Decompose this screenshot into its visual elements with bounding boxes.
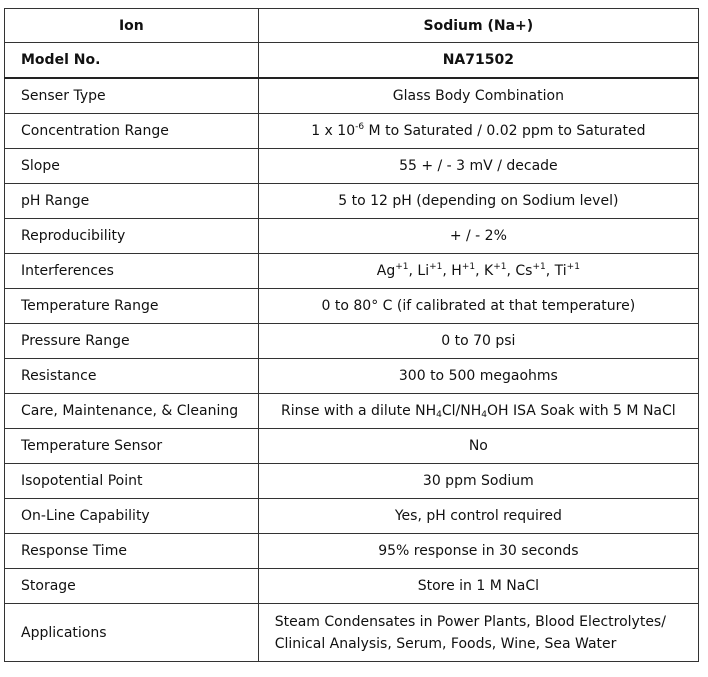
ion-separator: ,: [475, 263, 485, 279]
applications-value: [258, 604, 698, 662]
row-label: Care, Maintenance, & Cleaning: [5, 394, 259, 429]
exponent: -6: [355, 122, 365, 132]
row-label: Pressure Range: [5, 324, 259, 359]
ion-charge: +1: [532, 262, 546, 272]
model-row: [5, 43, 699, 79]
value-text: OH ISA Soak with 5 M NaCl: [487, 403, 676, 419]
ion-charge: +1: [461, 262, 476, 272]
table-row: [5, 359, 699, 394]
table-row: [5, 569, 699, 604]
ion-symbol: Ti: [554, 263, 567, 279]
table-row: [5, 464, 699, 499]
table-row: [5, 429, 699, 464]
row-value: Yes, pH control required: [258, 499, 698, 534]
table-row: [5, 184, 699, 219]
ion-symbol: K: [484, 263, 494, 279]
row-label: Concentration Range: [5, 114, 259, 149]
table-row: [5, 254, 699, 289]
header-ion-value: Sodium (Na+): [258, 9, 698, 43]
table-row: [5, 499, 699, 534]
row-value: + / - 2%: [258, 219, 698, 254]
applications-label: Applications: [5, 604, 259, 662]
row-value: Glass Body Combination: [258, 78, 698, 114]
ion-separator: ,: [506, 263, 516, 279]
table-row: [5, 78, 699, 114]
row-label: Storage: [5, 569, 259, 604]
row-label: Resistance: [5, 359, 259, 394]
ion-symbol: Ag: [376, 263, 396, 279]
row-label: On-Line Capability: [5, 499, 259, 534]
model-label: Model No.: [5, 43, 259, 79]
value-text: M to Saturated / 0.02 ppm to Saturated: [364, 123, 646, 139]
ion-charge: +1: [429, 262, 443, 272]
row-value: 0 to 70 psi: [258, 324, 698, 359]
row-label: Interferences: [5, 254, 259, 289]
applications-row: [5, 604, 699, 662]
applications-line: Clinical Analysis, Serum, Foods, Wine, Sea Water: [274, 635, 617, 652]
row-value: 5 to 12 pH (depending on Sodium level): [258, 184, 698, 219]
model-value: NA71502: [258, 43, 698, 79]
value-text: Cl/NH: [441, 403, 482, 419]
table-row: [5, 114, 699, 149]
spec-table: [4, 8, 699, 662]
row-value: [258, 254, 698, 289]
row-label: Temperature Sensor: [5, 429, 259, 464]
row-label: pH Range: [5, 184, 259, 219]
table-row: [5, 324, 699, 359]
ion-charge: +1: [493, 262, 507, 272]
row-value: [258, 394, 698, 429]
header-row: [5, 9, 699, 43]
table-row: [5, 534, 699, 569]
row-label: Response Time: [5, 534, 259, 569]
table-row: [5, 394, 699, 429]
row-value: 300 to 500 megaohms: [258, 359, 698, 394]
ion-charge: +1: [395, 262, 409, 272]
row-value: 30 ppm Sodium: [258, 464, 698, 499]
value-text: Rinse with a dilute NH: [281, 403, 437, 419]
applications-line: Steam Condensates in Power Plants, Blood Electrolytes/: [274, 613, 666, 630]
header-ion-label: Ion: [5, 9, 259, 43]
row-label: Reproducibility: [5, 219, 259, 254]
row-value: 95% response in 30 seconds: [258, 534, 698, 569]
subscript: 4: [481, 410, 488, 420]
ion-symbol: H: [451, 263, 462, 279]
row-value: No: [258, 429, 698, 464]
table-row: [5, 289, 699, 324]
table-row: [5, 219, 699, 254]
row-value: 0 to 80° C (if calibrated at that temperature): [258, 289, 698, 324]
row-value: Store in 1 M NaCl: [258, 569, 698, 604]
row-label: Isopotential Point: [5, 464, 259, 499]
ion-separator: ,: [442, 263, 452, 279]
row-value: [258, 114, 698, 149]
value-text: 1 x 10: [311, 123, 356, 139]
ion-separator: ,: [408, 263, 418, 279]
row-label: Slope: [5, 149, 259, 184]
row-label: Senser Type: [5, 78, 259, 114]
ion-symbol: Li: [417, 263, 430, 279]
row-value: 55 + / - 3 mV / decade: [258, 149, 698, 184]
ion-symbol: Cs: [515, 263, 533, 279]
ion-separator: ,: [545, 263, 555, 279]
ion-charge: +1: [566, 262, 580, 272]
row-label: Temperature Range: [5, 289, 259, 324]
subscript: 4: [436, 410, 442, 420]
table-row: [5, 149, 699, 184]
